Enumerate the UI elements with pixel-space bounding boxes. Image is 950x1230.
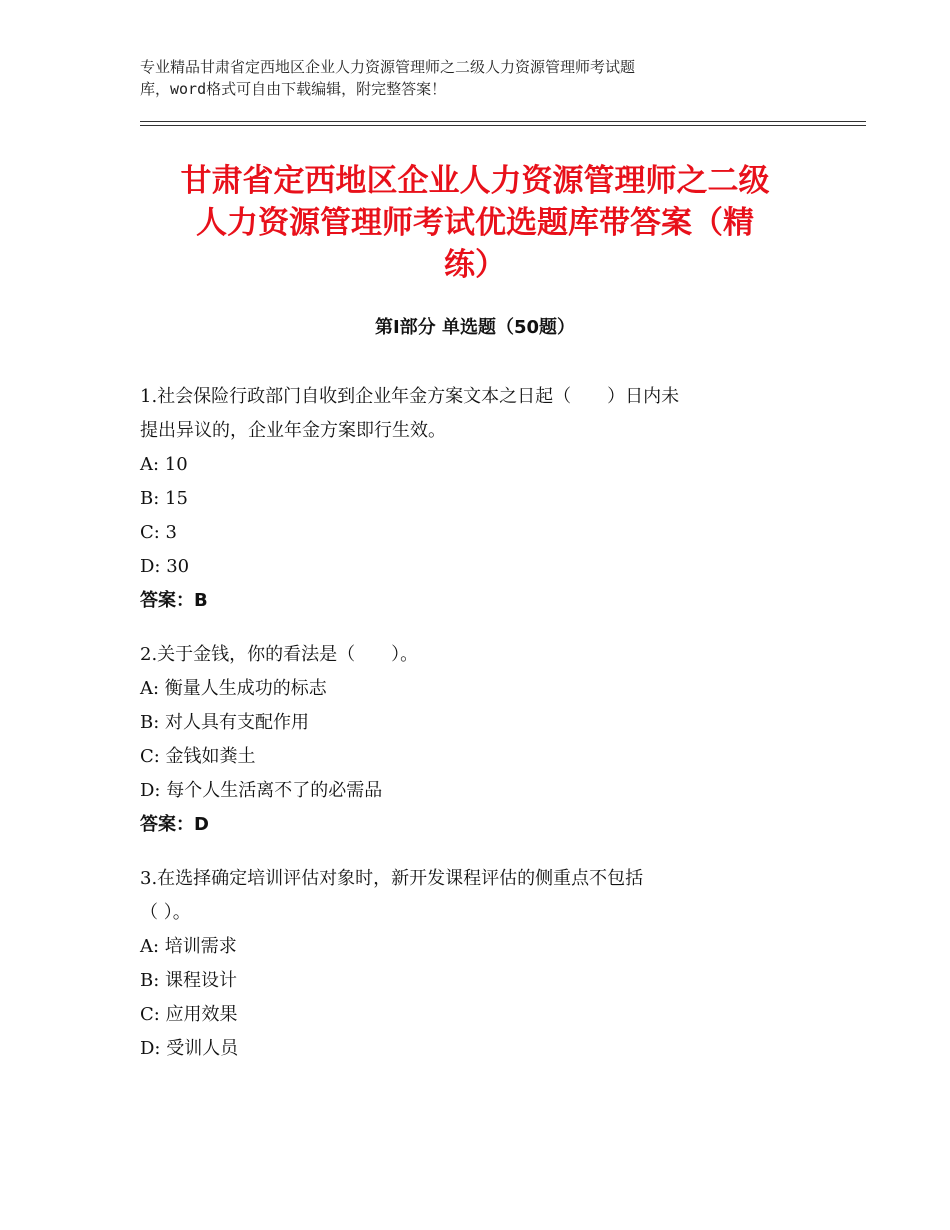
option-a: A: 10 xyxy=(140,454,188,475)
option-a: A: 衡量人生成功的标志 xyxy=(140,678,327,699)
option-c: C: 金钱如粪土 xyxy=(140,746,256,767)
option-b: B: 对人具有支配作用 xyxy=(140,712,310,733)
option-b: B: 课程设计 xyxy=(140,970,238,991)
header-note-line-2: 库，word格式可自由下载编辑，附完整答案！ xyxy=(140,80,447,98)
question-stem: 3.在选择确定培训评估对象时，新开发课程评估的侧重点不包括 xyxy=(140,868,644,889)
document-title-line-2: 人力资源管理师考试优选题库带答案（精 xyxy=(196,205,754,241)
question-stem: 1.社会保险行政部门自收到企业年金方案文本之日起（ ）日内未 xyxy=(140,386,680,407)
option-a: A: 培训需求 xyxy=(140,936,237,957)
option-c: C: 3 xyxy=(140,522,178,543)
header-divider-top xyxy=(140,121,866,122)
option-b: B: 15 xyxy=(140,488,188,509)
section-title: 第Ⅰ部分 单选题（50题） xyxy=(374,317,575,338)
option-d: D: 受训人员 xyxy=(140,1038,239,1059)
option-c: C: 应用效果 xyxy=(140,1004,238,1025)
document-title xyxy=(130,160,820,286)
question-stem-continued: （ ）。 xyxy=(140,902,191,923)
question-2 xyxy=(140,638,820,842)
document-title-line-1: 甘肃省定西地区企业人力资源管理师之二级 xyxy=(180,163,770,199)
option-d: D: 30 xyxy=(140,556,190,577)
answer: 答案：B xyxy=(140,590,208,611)
option-d: D: 每个人生活离不了的必需品 xyxy=(140,780,383,801)
document-title-line-3: 练） xyxy=(444,247,506,283)
question-stem-continued: 提出异议的，企业年金方案即行生效。 xyxy=(140,420,446,441)
question-1 xyxy=(140,380,820,618)
question-list xyxy=(140,380,820,1086)
question-stem: 2.关于金钱，你的看法是（ ）。 xyxy=(140,644,419,665)
header-note-line-1: 专业精品甘肃省定西地区企业人力资源管理师之二级人力资源管理师考试题 xyxy=(140,58,636,76)
header-divider-bottom xyxy=(140,125,866,126)
header-note xyxy=(140,56,800,100)
answer: 答案：D xyxy=(140,814,209,835)
question-3 xyxy=(140,862,820,1066)
